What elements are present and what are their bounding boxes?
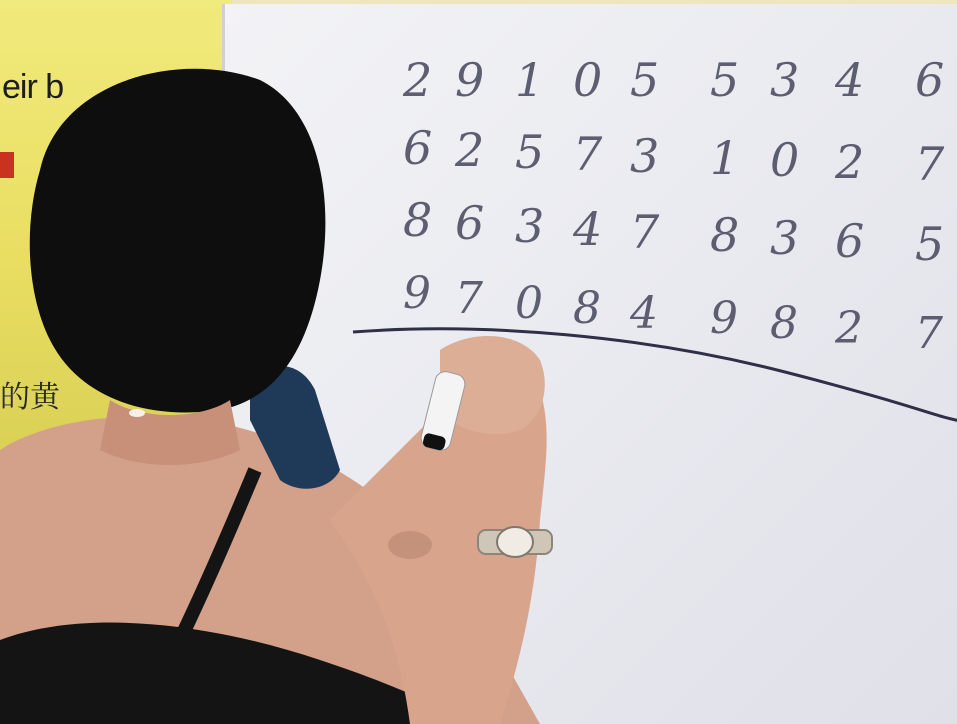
digit-r2-c2: 2 (455, 123, 485, 177)
digit-r2-c5: 3 (630, 129, 660, 183)
poster-text: eir b (2, 68, 64, 106)
hair (30, 69, 326, 413)
digit-r3-c6: 8 (710, 208, 740, 262)
digit-r3-c7: 3 (770, 211, 800, 265)
digit-r4-c1: 9 (403, 268, 431, 319)
digit-r3-c2: 6 (455, 196, 485, 250)
earring (129, 409, 145, 417)
digit-r3-c3: 3 (515, 199, 545, 253)
poster-chinese-text: 的黄 (0, 380, 60, 415)
digit-r2-c3: 5 (515, 125, 545, 179)
digit-r4-c4: 8 (573, 283, 601, 334)
digit-r4-c6: 9 (710, 293, 738, 344)
digit-r1-c2: 9 (455, 53, 485, 107)
digit-r3-c5: 7 (630, 205, 660, 259)
digit-r4-c7: 8 (770, 298, 798, 349)
digit-r3-c8: 6 (835, 214, 865, 268)
digit-r4-c3: 0 (515, 278, 543, 329)
digit-r2-c4: 7 (573, 127, 603, 181)
digit-r4-c9: 7 (915, 308, 943, 359)
digit-r1-c9: 6 (915, 53, 945, 107)
digit-r3-c9: 5 (915, 217, 945, 271)
digit-r4-c5: 4 (630, 288, 658, 339)
digit-r2-c8: 2 (835, 135, 865, 189)
digit-r4-c2: 7 (455, 273, 483, 324)
digit-r1-c1: 2 (403, 53, 433, 107)
digit-r2-c9: 7 (915, 137, 945, 191)
digit-r1-c3: 1 (515, 53, 545, 107)
watch-face (497, 527, 533, 557)
digit-r1-c6: 5 (710, 53, 740, 107)
digit-r1-c4: 0 (573, 53, 603, 107)
digit-r2-c6: 1 (710, 131, 740, 185)
digit-r1-c7: 3 (770, 53, 800, 107)
digit-r2-c7: 0 (770, 133, 800, 187)
digit-r3-c1: 8 (403, 193, 433, 247)
wristwatch (478, 527, 552, 557)
digit-r2-c1: 6 (403, 121, 433, 175)
digit-r4-c8: 2 (835, 303, 863, 354)
digit-r1-c8: 4 (835, 53, 865, 107)
digit-r1-c5: 5 (630, 53, 660, 107)
digit-r3-c4: 4 (573, 202, 603, 256)
elbow-shadow (388, 531, 432, 559)
